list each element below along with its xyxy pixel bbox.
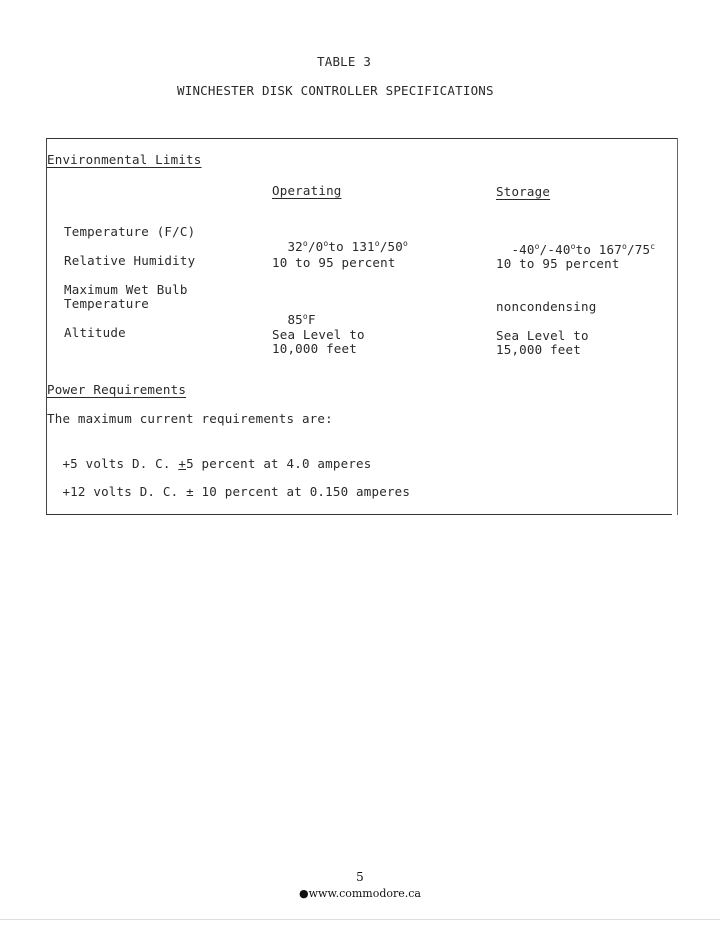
row-label-temperature: Temperature (F/C) xyxy=(64,224,196,239)
col-operating-header: Operating xyxy=(272,183,342,198)
table-rule-bottom xyxy=(46,514,672,515)
altitude-operating-2: 10,000 feet xyxy=(272,341,357,356)
humidity-operating: 10 to 95 percent xyxy=(272,255,396,270)
temperature-operating: 32$^o$/0$^o$to 131$^o$/50$^o$ xyxy=(287,239,409,254)
environmental-heading: Environmental Limits xyxy=(47,152,202,167)
altitude-operating-1: Sea Level to xyxy=(272,327,365,342)
page-number: 5 xyxy=(356,870,364,884)
power-line-5v: +5 volts D. C. +5 percent at 4.0 amperes xyxy=(62,456,372,471)
temperature-storage: -40$^o$/-40$^o$to 167$^o$/75$^c$ xyxy=(511,242,656,257)
website-footer: ●www.commodore.ca xyxy=(299,887,421,900)
humidity-storage: 10 to 95 percent xyxy=(496,256,620,271)
col-storage-header: Storage xyxy=(496,184,551,199)
row-label-wetbulb-1: Maximum Wet Bulb xyxy=(64,282,188,297)
table-label: TABLE 3 xyxy=(317,54,372,69)
scan-edge-line xyxy=(0,919,720,920)
altitude-storage-2: 15,000 feet xyxy=(496,342,581,357)
wetbulb-operating: 85$^o$F xyxy=(287,312,316,327)
wetbulb-storage: noncondensing xyxy=(496,299,597,314)
power-intro: The maximum current requirements are: xyxy=(47,411,333,426)
row-label-wetbulb-2: Temperature xyxy=(64,296,149,311)
power-line-12v: +12 volts D. C. ± 10 percent at 0.150 amperes xyxy=(62,484,411,499)
row-label-altitude: Altitude xyxy=(64,325,126,340)
altitude-storage-1: Sea Level to xyxy=(496,328,589,343)
row-label-humidity: Relative Humidity xyxy=(64,253,196,268)
commodore-logo-icon: ● xyxy=(299,887,309,900)
table-title: WINCHESTER DISK CONTROLLER SPECIFICATIONS xyxy=(177,83,494,98)
power-heading: Power Requirements xyxy=(47,382,187,397)
